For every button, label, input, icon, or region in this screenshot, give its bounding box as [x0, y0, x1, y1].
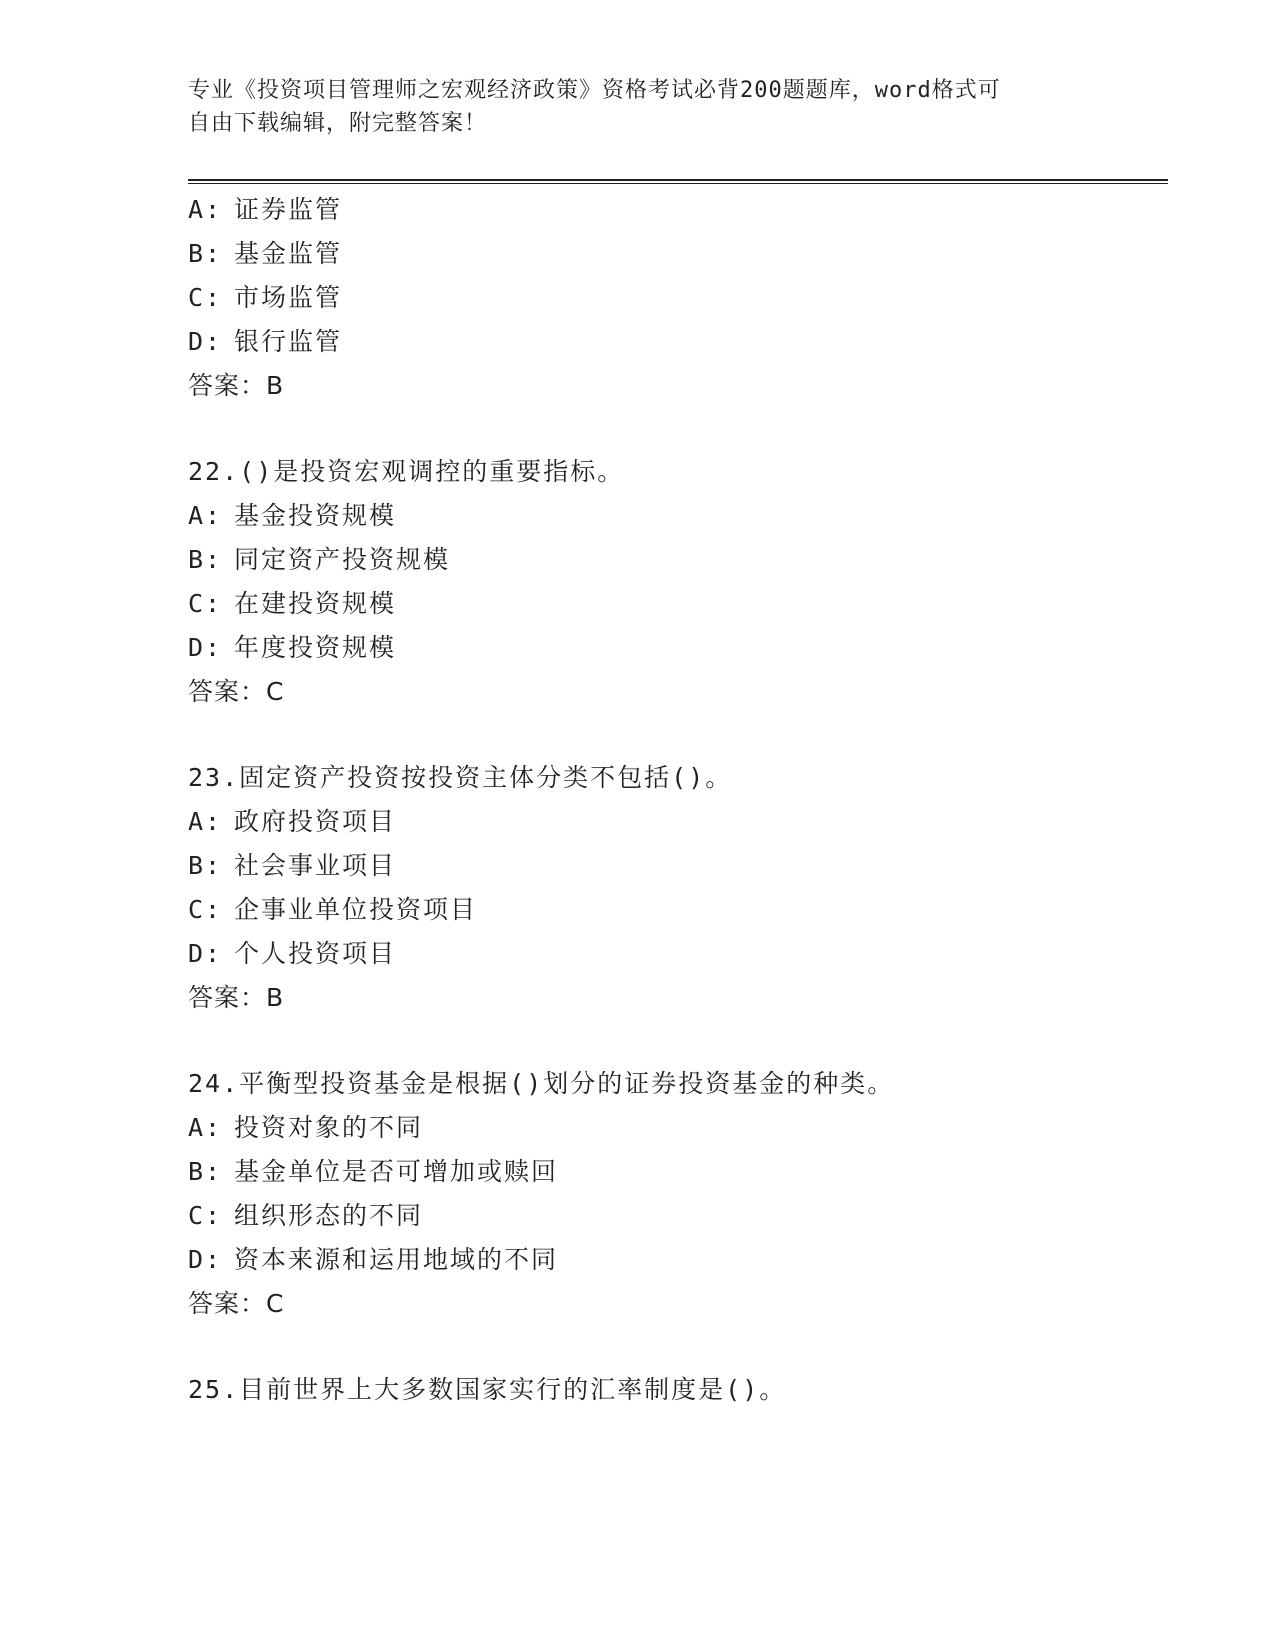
- q21-answer: 答案：B: [188, 371, 285, 400]
- option-text: 市场监管: [234, 283, 343, 312]
- option-text: 资本来源和运用地域的不同: [234, 1245, 559, 1274]
- q22-option-a: [188, 500, 396, 532]
- q23-option-b: [188, 850, 396, 882]
- option-text: 在建投资规模: [234, 589, 397, 618]
- option-text: 证券监管: [234, 195, 343, 224]
- q24-option-d: [188, 1244, 558, 1276]
- q23-question: 23.固定资产投资按投资主体分类不包括()。: [188, 763, 733, 792]
- option-text: 政府投资项目: [234, 807, 397, 836]
- option-letter: A:: [188, 501, 223, 530]
- option-letter: B:: [188, 239, 223, 268]
- option-text: 同定资产投资规模: [234, 545, 451, 574]
- option-letter: C:: [188, 589, 223, 618]
- option-letter: D:: [188, 1245, 223, 1274]
- q21-option-c: [188, 282, 342, 314]
- option-text: 银行监管: [234, 327, 343, 356]
- option-text: 年度投资规模: [234, 633, 397, 662]
- option-text: 社会事业项目: [234, 851, 397, 880]
- option-text: 个人投资项目: [234, 939, 397, 968]
- q23-option-a: [188, 806, 396, 838]
- q22-option-c: [188, 588, 396, 620]
- option-letter: C:: [188, 1201, 223, 1230]
- q23-answer: 答案：B: [188, 983, 285, 1012]
- option-letter: D:: [188, 633, 223, 662]
- q22-question: 22.()是投资宏观调控的重要指标。: [188, 457, 625, 486]
- document-header: [188, 74, 1068, 140]
- header-divider-thick: [188, 179, 1168, 181]
- option-text: 基金单位是否可增加或赎回: [234, 1157, 559, 1186]
- option-text: 企事业单位投资项目: [234, 895, 478, 924]
- option-letter: D:: [188, 327, 223, 356]
- q24-answer: 答案：C: [188, 1289, 285, 1318]
- option-letter: A:: [188, 1113, 223, 1142]
- q23-option-c: [188, 894, 477, 926]
- q22-answer: 答案：C: [188, 677, 285, 706]
- option-letter: C:: [188, 895, 223, 924]
- option-letter: B:: [188, 545, 223, 574]
- option-text: 基金投资规模: [234, 501, 397, 530]
- header-line-1: 专业《投资项目管理师之宏观经济政策》资格考试必背200题题库，word格式可: [188, 78, 1001, 103]
- option-letter: A:: [188, 195, 223, 224]
- q24-option-b: [188, 1156, 558, 1188]
- option-letter: A:: [188, 807, 223, 836]
- option-text: 基金监管: [234, 239, 343, 268]
- q23-option-d: [188, 938, 396, 970]
- option-letter: C:: [188, 283, 223, 312]
- q24-option-a: [188, 1112, 423, 1144]
- option-text: 组织形态的不同: [234, 1201, 424, 1230]
- q21-option-b: [188, 238, 342, 270]
- option-text: 投资对象的不同: [234, 1113, 424, 1142]
- q24-question: 24.平衡型投资基金是根据()划分的证券投资基金的种类。: [188, 1069, 895, 1098]
- option-letter: B:: [188, 851, 223, 880]
- header-divider-thin: [188, 183, 1168, 184]
- q22-option-b: [188, 544, 450, 576]
- q24-option-c: [188, 1200, 423, 1232]
- option-letter: D:: [188, 939, 223, 968]
- q25-question: 25.目前世界上大多数国家实行的汇率制度是()。: [188, 1375, 787, 1404]
- header-line-2: 自由下载编辑，附完整答案！: [188, 111, 488, 136]
- option-letter: B:: [188, 1157, 223, 1186]
- q21-option-a: [188, 194, 342, 226]
- q21-option-d: [188, 326, 342, 358]
- q22-option-d: [188, 632, 396, 664]
